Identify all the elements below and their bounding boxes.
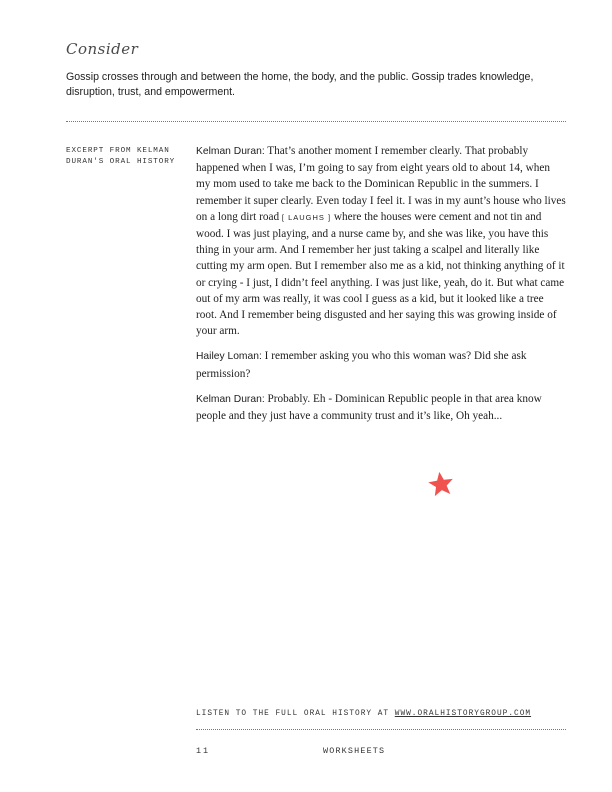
transcript bbox=[196, 143, 566, 433]
entry-text: Probably. Eh - Dominican Republic people in that area know people and they just have a community trust and it’s like, Oh yeah... bbox=[196, 392, 542, 423]
page-number: 11 bbox=[196, 746, 211, 756]
star-icon bbox=[427, 470, 455, 498]
speaker-name: Kelman Duran: bbox=[196, 146, 265, 157]
section-title: Consider bbox=[66, 40, 139, 58]
entry-text: That’s another moment I remember clearly. That probably happened when I was, I’m going to say from eight years old to about 14, when my mom used to take me back to the Dominican Republic in the summers. I remember it super clearly. Even today I feel it. I was in my aunt’s house who lives on a long dirt road bbox=[196, 145, 566, 223]
entry-text: I remember asking you who this woman was? Did she ask permission? bbox=[196, 350, 527, 380]
intro-text: Gossip crosses through and between the home, the body, and the public. Gossip trades knowledge, disruption, trust, and empowerment. bbox=[66, 71, 534, 98]
oral-history-link[interactable]: WWW.ORALHISTORYGROUP.COM bbox=[394, 710, 532, 718]
excerpt-label: EXCERPT FROM KELMAN DURAN'S ORAL HISTORY bbox=[66, 147, 176, 166]
transcript-entry bbox=[196, 391, 566, 424]
speaker-name: Hailey Loman: bbox=[196, 351, 262, 363]
speaker-name: Kelman Duran: bbox=[196, 393, 265, 405]
transcript-entry bbox=[196, 348, 566, 381]
section-name: WORKSHEETS bbox=[323, 746, 386, 756]
transcript-entry bbox=[196, 143, 566, 339]
entry-text: where the houses were cement and not tin and wood. I was just playing, and a nurse came by, and she was like, you have this thing in your arm. And I remember her just taking a scalpel and literally like cutting my arm open. But I remember also me as a kid, not thinking anything of it or crying - I just, I didn’t feel anything. I was just like, yeah, do it. But what came out of my arm was really, it was cool I guess as a kid, but it looked like a tree root. And I remember being disgusted and her saying this was growing inside of your arm. bbox=[196, 210, 565, 338]
listen-note bbox=[196, 710, 566, 718]
listen-prefix: LISTEN TO THE FULL ORAL HISTORY AT bbox=[196, 710, 395, 718]
stage-direction: [ LAUGHS ] bbox=[281, 212, 332, 222]
divider-top bbox=[66, 121, 566, 122]
divider-bottom bbox=[196, 729, 566, 730]
